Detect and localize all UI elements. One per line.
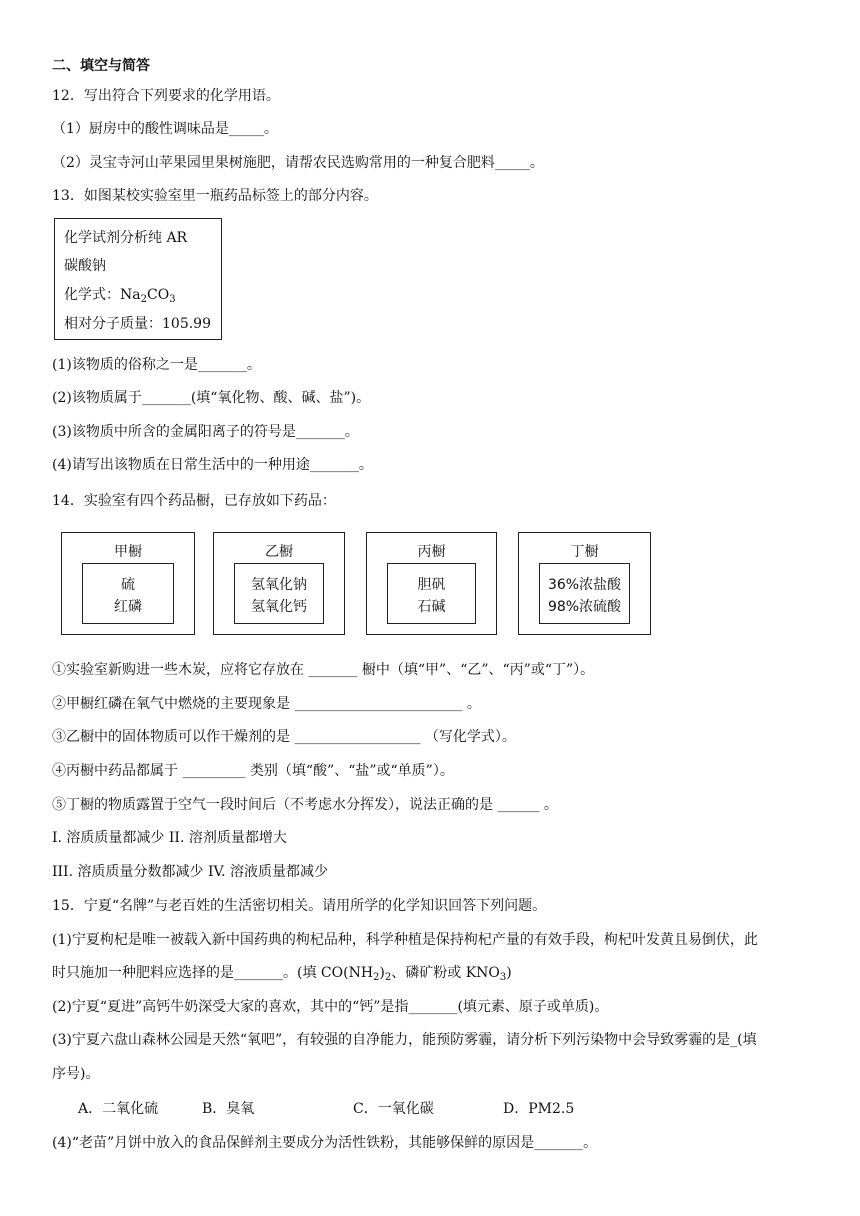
- q14-stem: 14．实验室有四个药品橱，已存放如下药品：: [52, 493, 336, 509]
- q15-part3-line1: (3)宁夏六盘山森林公园是天然“氧吧”，有较强的自净能力，能预防雾霾，请分析下列污染物中会导致雾霾的是_(填: [52, 1032, 757, 1048]
- q14-part5: ⑤丁橱的物质露置于空气一段时间后（不考虑水分挥发），说法正确的是 ______ 。: [52, 797, 558, 813]
- q15-part4: (4)“老苗”月饼中放入的食品保鲜剂主要成分为活性铁粉，其能够保鲜的原因是_______。: [52, 1135, 598, 1151]
- q15-option-d: D．PM2.5: [503, 1101, 575, 1117]
- reagent-label: [54, 218, 222, 340]
- section-title: 二、填空与简答: [52, 58, 150, 74]
- cabinet-contents: [82, 563, 174, 624]
- q15-stem: 15．宁夏“名牌”与老百姓的生活密切相关。请用所学的化学知识回答下列问题。: [52, 898, 547, 914]
- cabinet-item: 红磷: [114, 599, 142, 615]
- cabinet-title: 丙橱: [417, 544, 446, 560]
- cabinet-item: 胆矾: [417, 577, 446, 593]
- q12-part2: （2）灵宝寺河山苹果园里果树施肥，请帮农民选购常用的一种复合肥料_____。: [52, 155, 544, 171]
- q14-options-row1: I. 溶质质量都减少 II. 溶剂质量都增大: [52, 830, 287, 846]
- q14-part2: ②甲橱红磷在氧气中燃烧的主要现象是 ________________________ 。: [52, 696, 481, 712]
- q13-part2: (2)该物质属于_______(填“氧化物、酸、碱、盐”)。: [52, 390, 371, 406]
- cabinet-title: 丁橱: [570, 544, 599, 560]
- cabinet-contents: [234, 563, 324, 624]
- q12-stem: 12．写出符合下列要求的化学用语。: [52, 88, 280, 104]
- label-line-formula: 化学式：$Na_2CO_3$: [64, 287, 176, 305]
- cabinet-item: 98%浓硫酸: [547, 599, 622, 615]
- q14-part1: ①实验室新购进一些木炭，应将它存放在 _______ 橱中（填“甲”、“乙”、“丙”或“丁”）。: [52, 662, 595, 678]
- q14-part3: ③乙橱中的固体物质可以作干燥剂的是 __________________ （写化学式）。: [52, 729, 516, 745]
- q13-part4: (4)请写出该物质在日常生活中的一种用途_______。: [52, 457, 373, 473]
- cabinet-yi: [213, 532, 345, 635]
- cabinet-item: 氢氧化钠: [251, 577, 307, 593]
- q15-option-c: C．一氧化碳: [353, 1101, 434, 1117]
- q14-options-row2: III. 溶质质量分数都减少 IV. 溶液质量都减少: [52, 864, 329, 880]
- cabinet-bing: [366, 532, 497, 635]
- cabinet-title: 乙橱: [265, 544, 293, 560]
- q12-part1: （1）厨房中的酸性调味品是_____。: [52, 121, 278, 137]
- q13-part1: (1)该物质的俗称之一是_______。: [52, 357, 261, 373]
- q15-part1-line1: (1)宁夏枸杞是唯一被载入新中国药典的枸杞品种，科学种植是保持枸杞产量的有效手段，枸杞叶发黄且易倒伏，此: [52, 932, 758, 948]
- q13-part3: (3)该物质中所含的金属阳离子的符号是_______。: [52, 424, 359, 440]
- q15-option-b: B．臭氧: [202, 1101, 255, 1117]
- cabinet-ding: [518, 532, 651, 635]
- cabinet-item: 氢氧化钙: [251, 599, 307, 615]
- q14-part4: ④丙橱中药品都属于 _________ 类别（填“酸”、“盐”或“单质”）。: [52, 763, 454, 779]
- label-line-grade: 化学试剂分析纯 AR: [64, 230, 188, 246]
- cabinet-title: 甲橱: [114, 544, 142, 560]
- q15-part3-line2: 序号)。: [52, 1066, 100, 1082]
- cabinet-contents: [387, 563, 476, 624]
- q15-part1-line2: 时只施加一种肥料应选择的是_______。(填 $CO(NH_2)_2$、磷矿粉或 $KNO_3$): [52, 965, 512, 983]
- label-line-name: 碳酸钠: [64, 258, 106, 274]
- cabinet-jia: [61, 532, 195, 635]
- cabinet-item: 36%浓盐酸: [547, 577, 622, 593]
- label-line-mass: 相对分子质量：105.99: [64, 316, 211, 332]
- q15-part2: (2)宁夏“夏进”高钙牛奶深受大家的喜欢，其中的“钙”是指_______(填元素、原子或单质)。: [52, 999, 609, 1015]
- cabinet-item: 硫: [121, 577, 135, 593]
- q15-option-a: A．二氧化硫: [78, 1101, 159, 1117]
- q13-stem: 13．如图某校实验室里一瓶药品标签上的部分内容。: [52, 188, 378, 204]
- cabinet-item: 石碱: [417, 599, 446, 615]
- cabinet-contents: [539, 563, 630, 624]
